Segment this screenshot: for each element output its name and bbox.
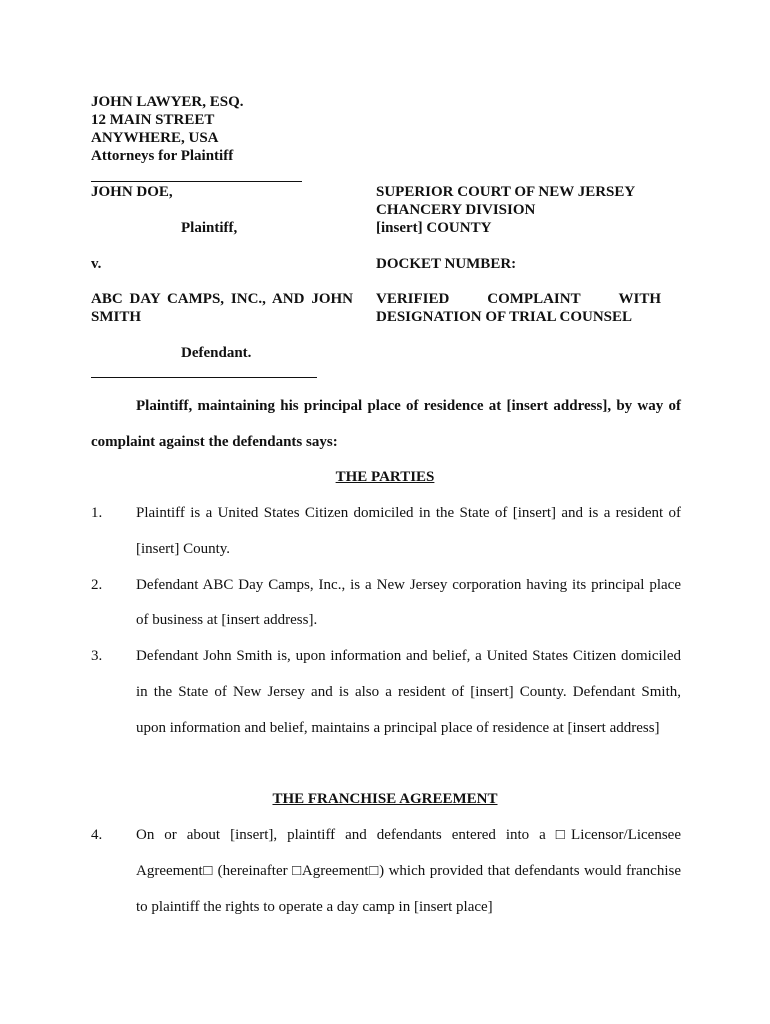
court-line-1: SUPERIOR COURT OF NEW JERSEY [376, 184, 636, 200]
paragraph-line: Plaintiff is a United States Citizen domiciled in the State of [insert] and is a resident of [136, 505, 681, 521]
versus: v. [91, 256, 102, 272]
attorney-city: ANYWHERE, USA [91, 130, 219, 146]
caption-top-rule [91, 181, 302, 182]
docket-number: DOCKET NUMBER: [376, 256, 517, 272]
section-heading-franchise: THE FRANCHISE AGREEMENT [272, 791, 498, 807]
paragraph-number: 4. [91, 827, 103, 843]
title-word: COMPLAINT [487, 291, 581, 307]
document-title-line-2: DESIGNATION OF TRIAL COUNSEL [376, 309, 633, 325]
plaintiff-label: Plaintiff, [181, 220, 238, 236]
section-heading-parties: THE PARTIES [335, 469, 435, 485]
paragraph-line: in the State of New Jersey and is also a resident of [insert] County. Defendant Smith, [136, 684, 681, 700]
intro-line-2: complaint against the defendants says: [91, 434, 338, 450]
paragraph-line: Agreement□ (hereinafter □Agreement□) which provided that defendants would franchise [136, 863, 681, 879]
paragraph-line: [insert] County. [136, 541, 231, 557]
attorney-name: JOHN LAWYER, ESQ. [91, 94, 244, 110]
defendants-line-1: ABC DAY CAMPS, INC., AND JOHN [91, 291, 353, 307]
title-word: WITH [618, 291, 661, 307]
defendant-label: Defendant. [181, 345, 252, 361]
document-title-line-1 [376, 291, 661, 308]
attorney-role: Attorneys for Plaintiff [91, 148, 234, 164]
intro-line-1: Plaintiff, maintaining his principal place of residence at [insert address], by way of [136, 398, 681, 414]
paragraph-line: Defendant John Smith is, upon information and belief, a United States Citizen domiciled [136, 648, 681, 664]
plaintiff-name: JOHN DOE, [91, 184, 173, 200]
paragraph-number: 3. [91, 648, 103, 664]
paragraph-line: of business at [insert address]. [136, 612, 318, 628]
court-line-3: [insert] COUNTY [376, 220, 492, 236]
court-line-2: CHANCERY DIVISION [376, 202, 536, 218]
defendants-line-2: SMITH [91, 309, 142, 325]
paragraph-line: On or about [insert], plaintiff and defendants entered into a □Licensor/Licensee [136, 827, 681, 843]
caption-bottom-rule [91, 377, 317, 378]
title-word: VERIFIED [376, 291, 450, 307]
paragraph-line: to plaintiff the rights to operate a day camp in [insert place] [136, 899, 493, 915]
paragraph-line: Defendant ABC Day Camps, Inc., is a New Jersey corporation having its principal place [136, 577, 681, 593]
paragraph-number: 2. [91, 577, 103, 593]
paragraph-number: 1. [91, 505, 103, 521]
attorney-street: 12 MAIN STREET [91, 112, 215, 128]
paragraph-line: upon information and belief, maintains a principal place of residence at [insert address] [136, 720, 660, 736]
